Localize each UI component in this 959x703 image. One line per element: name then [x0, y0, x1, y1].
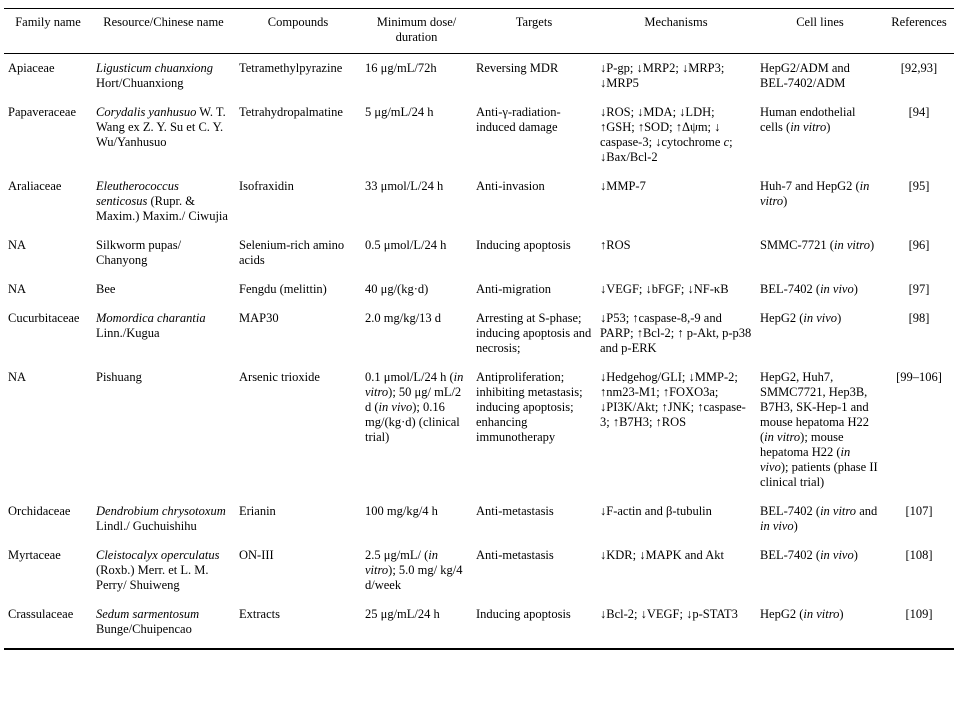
cell-references: [97] [908, 282, 930, 296]
text-span: (Roxb.) Merr. et L. M. Perry/ Shuiweng [96, 563, 209, 592]
text-span: BEL-7402 ( [760, 504, 821, 518]
italic-text: in vitro [790, 120, 827, 134]
cell-mechanisms: ↓P-gp; ↓MRP2; ↓MRP3; ↓MRP5 [600, 61, 725, 90]
italic-text: Dendrobium chrysotoxum [96, 504, 226, 518]
header-family: Family name [15, 15, 81, 29]
cell-targets: Anti-γ-radiation-induced damage [476, 105, 561, 134]
cell-cell-lines [756, 304, 884, 363]
cell-targets: Anti-metastasis [476, 504, 554, 518]
italic-text: in vitro [760, 179, 870, 208]
italic-text: in vitro [365, 548, 439, 577]
data-table [4, 9, 954, 646]
cell-references: [99–106] [896, 370, 942, 384]
cell-resource [92, 304, 235, 363]
cell-cell-lines [756, 363, 884, 497]
italic-text: in vitro [764, 430, 801, 444]
cell-resource [92, 98, 235, 172]
text-span: ); patients (phase II clinical trial) [760, 460, 878, 489]
text-span: Pishuang [96, 370, 142, 384]
cell-targets: Inducing apoptosis [476, 238, 571, 252]
cell-resource [92, 497, 235, 541]
cell-compounds: Isofraxidin [239, 179, 294, 193]
cell-targets: Reversing MDR [476, 61, 559, 75]
table-row [4, 600, 954, 646]
text-span: ↓ROS; ↓MDA; ↓LDH; ↑GSH; ↑SOD; ↑Δψm; ↓ caspase-3; ↓cytochrome [600, 105, 724, 149]
text-span: ) [793, 519, 798, 533]
cell-compounds: Fengdu (melittin) [239, 282, 327, 296]
cell-resource [92, 363, 235, 497]
table-body [4, 54, 954, 647]
cell-compounds: Selenium-rich amino acids [239, 238, 345, 267]
text-span: (Rupr. & Maxim.) Maxim./ Ciwujia [96, 194, 228, 223]
italic-text: Momordica charantia [96, 311, 206, 325]
cell-cell-lines [756, 98, 884, 172]
text-span: ) [783, 194, 788, 208]
header-targets: Targets [515, 15, 553, 29]
text-span: 2.5 μg/mL/ ( [365, 548, 429, 562]
text-span: ); mouse hepatoma H22 ( [760, 430, 844, 459]
cell-references: [109] [905, 607, 933, 621]
header-references: References [891, 15, 947, 29]
cell-mechanisms: ↓KDR; ↓MAPK and Akt [600, 548, 724, 562]
table-row [4, 172, 954, 231]
text-span: Lindl./ Guchuishihu [96, 519, 197, 533]
cell-family: Papaveraceae [8, 105, 76, 119]
cell-cell-lines [756, 275, 884, 304]
italic-text: in vivo [760, 519, 794, 533]
cell-dose: 40 μg/(kg·d) [365, 282, 429, 296]
cell-compounds: Tetramethylpyrazine [239, 61, 343, 75]
cell-resource [92, 600, 235, 646]
cell-mechanisms: ↓Bcl-2; ↓VEGF; ↓p-STAT3 [600, 607, 738, 621]
text-span: ) [837, 311, 842, 325]
text-span: ); 0.16 mg/(kg·d) (clinical trial) [365, 400, 460, 444]
cell-cell-lines [756, 497, 884, 541]
cell-resource [92, 275, 235, 304]
text-span: ) [839, 607, 844, 621]
cell-references: [107] [905, 504, 933, 518]
italic-text: Ligusticum chuanxiong [96, 61, 214, 75]
table-container [4, 0, 954, 650]
cell-mechanisms: ↑ROS [600, 238, 631, 252]
cell-cell-lines [756, 231, 884, 275]
bottom-rule [4, 648, 954, 650]
header-row [4, 9, 954, 54]
text-span: HepG2 ( [760, 311, 804, 325]
italic-text: in vivo [378, 400, 413, 414]
cell-dose: 25 μg/mL/24 h [365, 607, 440, 621]
text-span: Human endothelial cells ( [760, 105, 856, 134]
italic-text: in vivo [760, 445, 851, 474]
cell-resource [92, 172, 235, 231]
table-row [4, 541, 954, 600]
italic-text: in vivo [820, 548, 854, 562]
cell-dose [361, 541, 472, 600]
cell-resource [92, 541, 235, 600]
cell-mechanisms: ↓MMP-7 [600, 179, 646, 193]
text-span: Bee [96, 282, 116, 296]
cell-cell-lines [756, 541, 884, 600]
text-span: SMMC-7721 ( [760, 238, 834, 252]
header-resource: Resource/Chinese name [103, 15, 224, 29]
cell-family: Apiaceae [8, 61, 55, 75]
italic-text: in vivo [820, 282, 854, 296]
cell-mechanisms: ↓P53; ↑caspase-8,-9 and PARP; ↑Bcl-2; ↑ p-Akt, p-p38 and p-ERK [600, 311, 752, 355]
text-span: BEL-7402 ( [760, 548, 821, 562]
text-span: HepG2 ( [760, 607, 804, 621]
cell-targets: Anti-migration [476, 282, 551, 296]
italic-text: Eleutherococcus senticosus [96, 179, 179, 208]
cell-references: [94] [908, 105, 930, 119]
cell-resource [92, 231, 235, 275]
cell-mechanisms [596, 98, 756, 172]
text-span: ); 50 μg/ mL/2 d ( [365, 385, 462, 414]
cell-resource [92, 54, 235, 99]
text-span: ) [853, 548, 858, 562]
text-span: Silkworm pupas/ Chanyong [96, 238, 182, 267]
cell-family: NA [8, 282, 27, 296]
italic-text: in vitro [820, 504, 857, 518]
table-row [4, 275, 954, 304]
cell-dose: 0.5 μmol/L/24 h [365, 238, 447, 252]
text-span: BEL-7402 ( [760, 282, 821, 296]
text-span: HepG2, Huh7, SMMC7721, Hep3B, B7H3, SK-Hep-1 and mouse hepatoma H22 ( [760, 370, 870, 444]
cell-family: Crassulaceae [8, 607, 74, 621]
cell-targets: Anti-invasion [476, 179, 545, 193]
header-dose: Minimum dose/ duration [376, 15, 457, 44]
italic-text: in vitro [365, 370, 464, 399]
cell-family: Cucurbitaceae [8, 311, 80, 325]
cell-references: [95] [908, 179, 930, 193]
cell-references: [92,93] [900, 61, 938, 75]
text-span: and [856, 504, 878, 518]
text-span: Hort/Chuanxiong [96, 76, 184, 90]
cell-targets: Anti-metastasis [476, 548, 554, 562]
cell-family: NA [8, 238, 27, 252]
cell-family: Myrtaceae [8, 548, 61, 562]
table-row [4, 363, 954, 497]
text-span: W. T. Wang ex Z. Y. Su et C. Y. Wu/Yanhusuo [96, 105, 226, 149]
italic-text: Sedum sarmentosum [96, 607, 200, 621]
cell-compounds: Extracts [239, 607, 280, 621]
cell-dose: 100 mg/kg/4 h [365, 504, 438, 518]
text-span: Linn./Kugua [96, 326, 160, 340]
header-compounds: Compounds [267, 15, 329, 29]
table-row [4, 497, 954, 541]
table-row [4, 304, 954, 363]
cell-references: [108] [905, 548, 933, 562]
cell-references: [96] [908, 238, 930, 252]
cell-mechanisms: ↓F-actin and β-tubulin [600, 504, 712, 518]
cell-cell-lines [756, 600, 884, 646]
cell-mechanisms: ↓Hedgehog/GLI; ↓MMP-2; ↑nm23-M1; ↑FOXO3a; ↓PI3K/Akt; ↑JNK; ↑caspase-3; ↑B7H3; ↑ROS [600, 370, 746, 429]
cell-cell-lines [756, 54, 884, 99]
cell-compounds: Tetrahydropalmatine [239, 105, 343, 119]
italic-text: in vitro [803, 607, 840, 621]
cell-targets: Antiproliferation; inhibiting metastasis; inducing apoptosis; enhancing immunotherapy [476, 370, 583, 444]
text-span: Huh-7 and HepG2 ( [760, 179, 860, 193]
italic-text: Cleistocalyx operculatus [96, 548, 220, 562]
cell-compounds: ON-III [239, 548, 274, 562]
italic-text: c [723, 135, 730, 149]
table-row [4, 98, 954, 172]
cell-references: [98] [908, 311, 930, 325]
cell-dose: 33 μmol/L/24 h [365, 179, 444, 193]
cell-dose [361, 363, 472, 497]
text-span: ) [869, 238, 875, 252]
text-span: ) [853, 282, 858, 296]
text-span: ) [826, 120, 831, 134]
text-span: ); 5.0 mg/ kg/4 d/week [365, 563, 463, 592]
text-span: HepG2/ADM and BEL-7402/ADM [760, 61, 850, 90]
italic-text: in vivo [803, 311, 838, 325]
cell-targets: Inducing apoptosis [476, 607, 571, 621]
cell-family: NA [8, 370, 27, 384]
cell-dose: 16 μg/mL/72h [365, 61, 437, 75]
cell-compounds: Arsenic trioxide [239, 370, 320, 384]
text-span: Bunge/Chuipencao [96, 622, 192, 636]
cell-compounds: MAP30 [239, 311, 279, 325]
cell-dose: 2.0 mg/kg/13 d [365, 311, 442, 325]
cell-family: Araliaceae [8, 179, 62, 193]
header-mechanisms: Mechanisms [644, 15, 708, 29]
cell-dose: 5 μg/mL/24 h [365, 105, 434, 119]
table-row [4, 231, 954, 275]
cell-cell-lines [756, 172, 884, 231]
italic-text: in vitro [833, 238, 870, 252]
header-cell-lines: Cell lines [796, 15, 844, 29]
table-row [4, 54, 954, 99]
text-span: ; ↓Bax/Bcl-2 [600, 135, 733, 164]
text-span: 0.1 μmol/L/24 h ( [365, 370, 454, 384]
cell-targets: Arresting at S-phase; inducing apoptosis and necrosis; [476, 311, 592, 355]
cell-mechanisms: ↓VEGF; ↓bFGF; ↓NF-κB [600, 282, 729, 296]
italic-text: Corydalis yanhusuo [96, 105, 197, 119]
cell-family: Orchidaceae [8, 504, 71, 518]
cell-compounds: Erianin [239, 504, 276, 518]
